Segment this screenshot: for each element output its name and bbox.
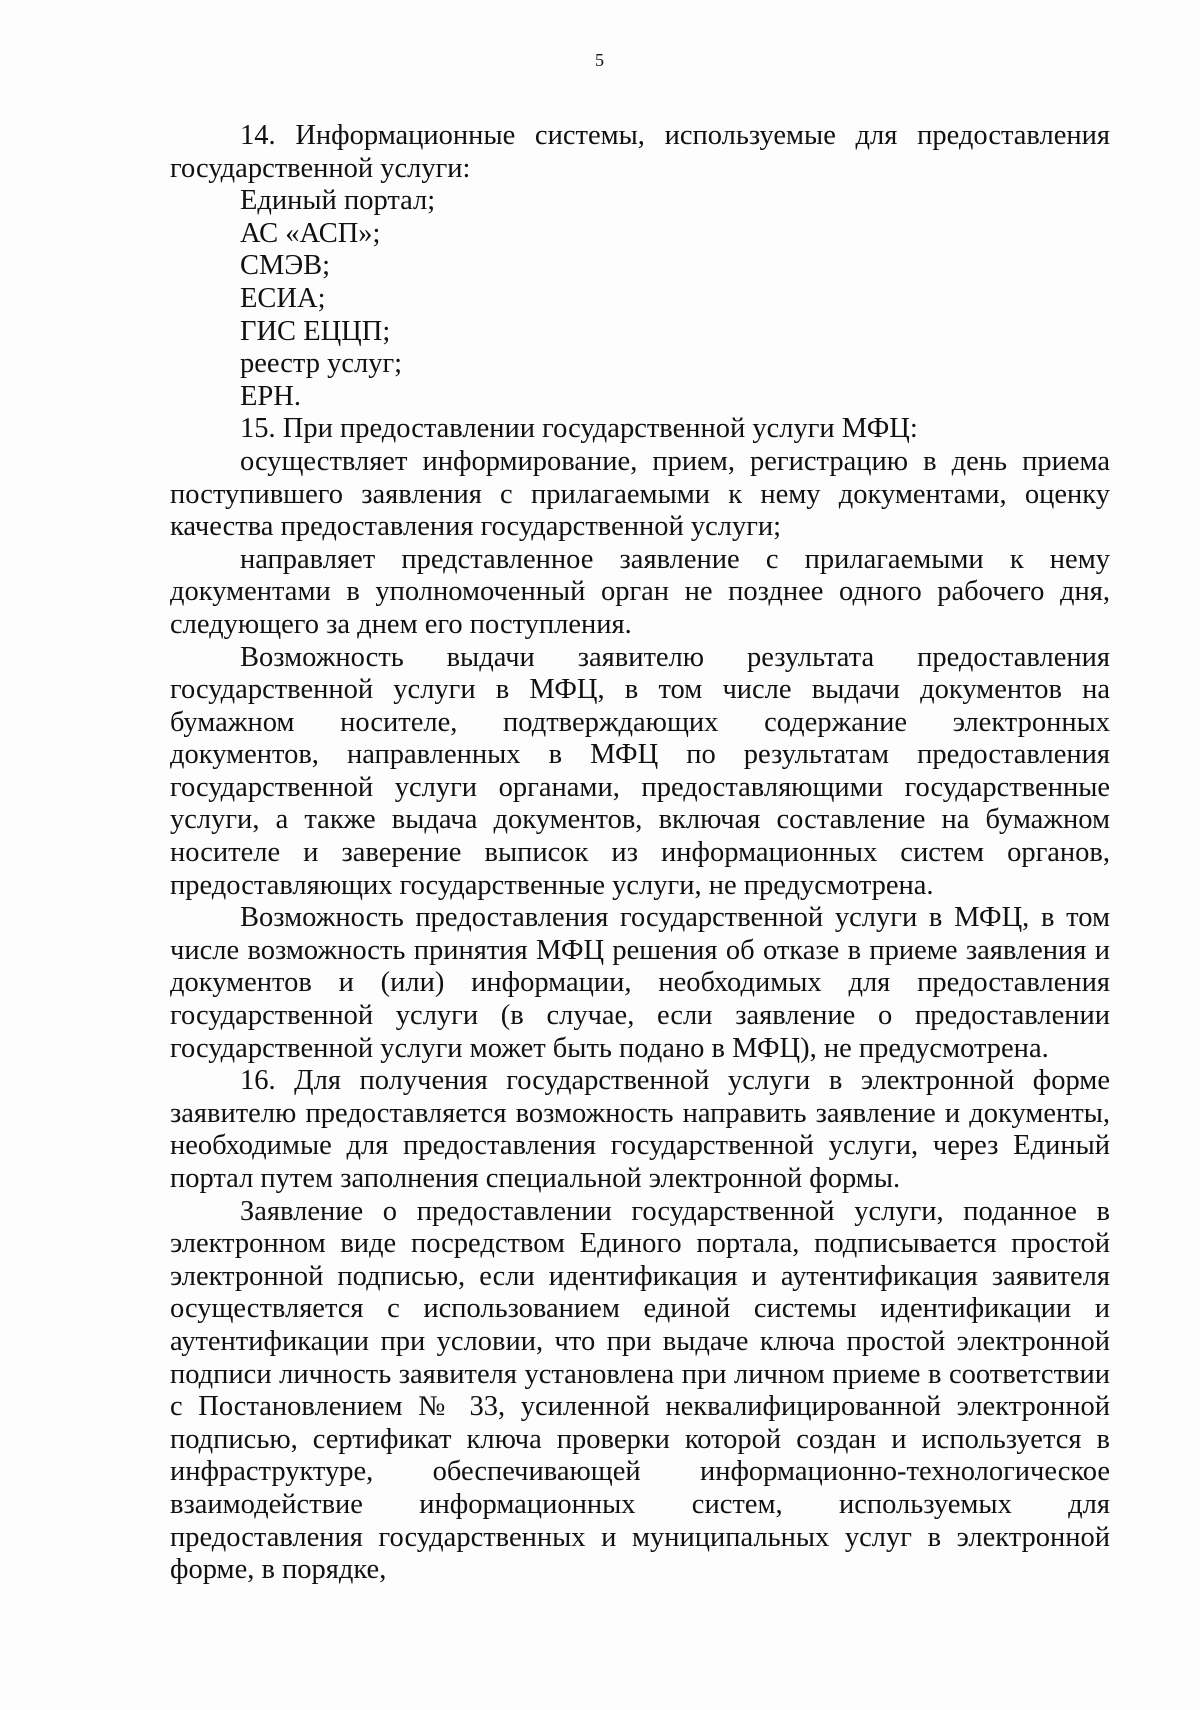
system-list-item: реестр услуг; — [240, 348, 403, 380]
page-number: 5 — [595, 50, 605, 70]
system-list-item: ГИС ЕЦЦП; — [240, 315, 391, 347]
system-list-item: Единый портал; — [240, 185, 436, 217]
system-list-item: АС «АСП»; — [240, 217, 381, 249]
system-list-item: СМЭВ; — [240, 250, 331, 282]
paragraph-15-intro: 15. При предоставлении государственной услуги МФЦ: — [240, 413, 918, 445]
system-list-item: ЕРН. — [240, 380, 301, 412]
paragraph-15-informing: осуществляет информирование, прием, регистрацию в день приема поступившего заявления с прилагаемыми к нему документами, оценку качества предоставления государственной услуги; — [170, 445, 1110, 543]
paragraph-15-forwarding: направляет представленное заявление с прилагаемыми к нему документами в уполномоченный орган не позднее одного рабочего дня, следующего за днем его поступления. — [170, 543, 1110, 640]
paragraph-16-signature: Заявление о предоставлении государственной услуги, поданное в электронном виде посредством Единого портала, подписывается простой электронной подписью, если идентификация и аутентификация заявителя осуществляется с использованием единой системы идентификации и аутентификации при условии, что при выдаче ключа простой электронной подписи личность заявителя установлена при личном приеме в соответствии с Постановлением № 33, усиленной неквалифицированной электронной подписью, сертификат ключа проверки которой создан и используется в инфраструктуре, обеспечивающей информационно-технологическое взаимодействие информационных систем, используемых для предоставления государственных и муниципальных услуг в электронной форме, в порядке, — [170, 1195, 1110, 1586]
document-body — [170, 120, 1110, 1587]
paragraph-14-intro: 14. Информационные системы, используемые для предоставления государственной услуги: — [170, 120, 1110, 184]
system-list-item: ЕСИА; — [240, 282, 326, 314]
paragraph-15-service-in-mfc: Возможность предоставления государственной услуги в МФЦ, в том числе возможность принятия МФЦ решения об отказе в приеме заявления и документов и (или) информации, необходимых для предоставления государственной услуги (в случае, если заявление о предоставлении государственной услуги может быть подано в МФЦ), не предусмотрена. — [170, 902, 1110, 1064]
paragraph-16-electronic-form: 16. Для получения государственной услуги в электронной форме заявителю предоставляется возможность направить заявление и документы, необходимые для предоставления государственной услуги, через Единый портал путем заполнения специальной электронной формы. — [170, 1065, 1110, 1194]
paragraph-15-result-issuance: Возможность выдачи заявителю результата предоставления государственной услуги в МФЦ, в том числе выдачи документов на бумажном носителе, подтверждающих содержание электронных документов, направленных в МФЦ по результатам предоставления государственной услуги органами, предоставляющими государственные услуги, а также выдача документов, включая составление на бумажном носителе и заверение выписок из информационных систем органов, предоставляющих государственные услуги, не предусмотрена. — [170, 641, 1110, 901]
